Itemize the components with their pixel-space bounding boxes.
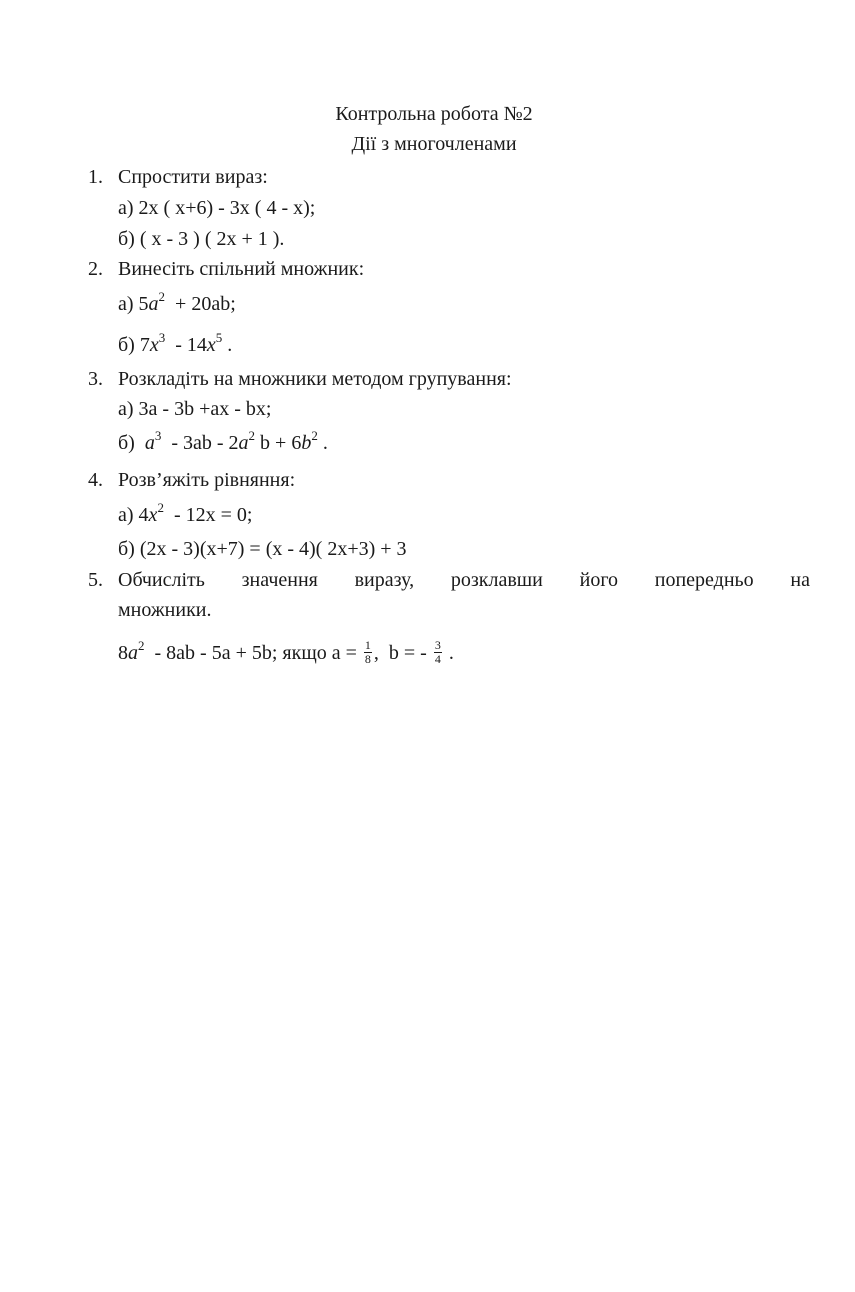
task-1-number: 1. (88, 166, 103, 188)
task-1-prompt: Спростити вираз: (118, 166, 268, 188)
task-5-var: a (128, 642, 138, 665)
task-5-exp: 2 (138, 638, 145, 654)
task-3b-var: b (301, 432, 312, 454)
fraction-b (434, 639, 442, 666)
task-4-number: 4. (88, 469, 103, 491)
task-3b-var: a (144, 432, 155, 454)
fraction-b-numerator: 3 (434, 638, 441, 652)
task-3b-part: . (317, 432, 328, 454)
task-3b (118, 428, 328, 455)
task-5-prompt-cont: множники. (118, 599, 212, 621)
task-2a-exp: 2 (158, 289, 166, 304)
page-subtitle: Дії з многочленами (351, 133, 517, 155)
task-3-number: 3. (88, 368, 103, 390)
task-4a-exp: 2 (157, 500, 164, 515)
task-4b: б) (2x - 3)(x+7) = (x - 4)( 2x+3) + 3 (118, 538, 407, 560)
task-4a-part: - 12x = 0; (163, 504, 253, 526)
task-2a-part: а) 5 (118, 293, 149, 315)
task-2a-var: a (148, 293, 159, 315)
task-3b-part: b + 6 (255, 432, 302, 454)
task-4a-var: x (148, 504, 158, 526)
task-3-prompt: Розкладіть на множники методом групування: (118, 368, 512, 390)
task-4-prompt: Розв’яжіть рівняння: (118, 469, 296, 491)
fraction-b-denominator: 4 (434, 652, 441, 666)
page-title: Контрольна робота №2 (335, 103, 533, 125)
task-2b-part: - 14 (165, 334, 207, 356)
task-5-part: - 8ab - 5a + 5b; якщо a = (144, 642, 362, 665)
task-3b-part: - 3ab - 2 (161, 432, 239, 454)
task-4a (118, 500, 253, 527)
task-4a-part: а) 4 (118, 504, 149, 526)
task-2b (118, 330, 233, 357)
task-2a-part: + 20ab; (165, 293, 236, 315)
task-3b-exp: 3 (154, 428, 162, 443)
task-3b-part: б) (118, 432, 145, 454)
fraction-a-denominator: 8 (364, 652, 371, 666)
task-3a: а) 3a - 3b +ax - bx; (118, 398, 272, 420)
task-2-number: 2. (88, 258, 103, 280)
task-2-prompt: Винесіть спільний множник: (118, 258, 365, 280)
task-3b-exp: 2 (248, 428, 256, 443)
task-5-part: . (443, 642, 454, 665)
task-5-number: 5. (88, 569, 103, 591)
task-5-part: 8 (118, 642, 128, 665)
task-1b: б) ( x - 3 ) ( 2x + 1 ). (118, 228, 285, 250)
task-2a (118, 289, 236, 316)
fraction-a-numerator: 1 (364, 638, 371, 652)
task-2b-part: . (222, 334, 233, 356)
task-1a: а) 2x ( x+6) - 3x ( 4 - x); (118, 197, 316, 219)
task-3b-exp: 2 (311, 428, 318, 443)
task-5-expression (118, 638, 454, 668)
task-2b-var: x (149, 334, 159, 356)
task-2b-part: б) 7 (118, 334, 150, 356)
task-2b-exp: 3 (158, 330, 166, 345)
task-3b-var: a (238, 432, 249, 454)
task-5-part: , b = - (373, 642, 432, 665)
task-5-prompt: Обчисліть значення виразу, розклавши його попередньо на (118, 569, 810, 591)
task-2b-exp: 5 (215, 330, 223, 345)
task-2b-var: x (206, 334, 216, 356)
fraction-a (364, 639, 372, 666)
